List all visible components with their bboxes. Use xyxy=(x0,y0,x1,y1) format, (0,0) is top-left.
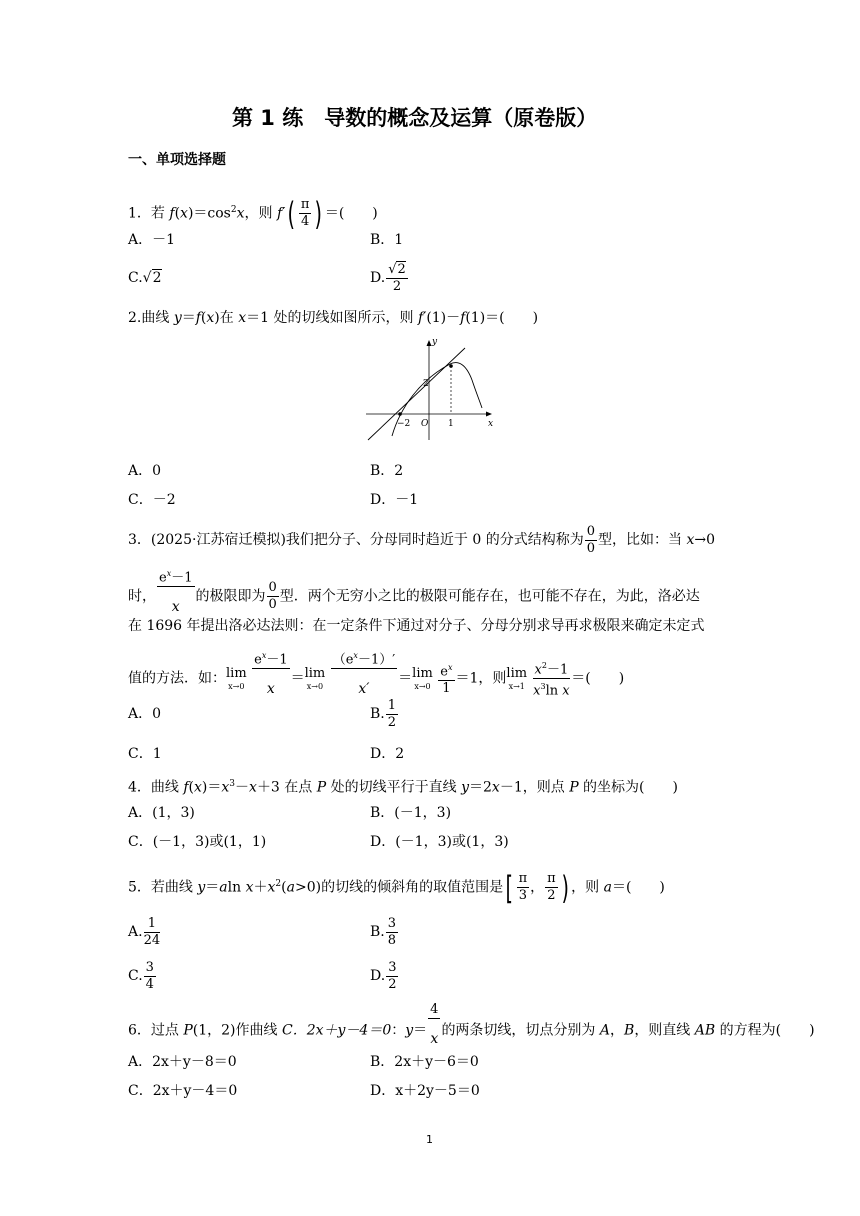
graph-x-label: x xyxy=(488,419,494,429)
q1-option-d[interactable]: D. $\frac{√2}{2}$ xyxy=(370,261,406,294)
graph-x-tick-neg2: −2 xyxy=(397,419,411,429)
question-6-stem: 6．过点 P(1，2)作曲线 C．2x＋y－4＝0：y＝ $\frac{4}{x}$的两条切线，切点分别为 A，B，则直线 AB 的方程为( ) xyxy=(128,1002,815,1047)
q3-option-b[interactable]: B. $\frac{1}{2}$ xyxy=(370,697,397,730)
q2-option-a[interactable]: A．0 xyxy=(128,463,162,479)
tangent-line-graph xyxy=(362,336,498,448)
question-3-line-3: 在 1696 年提出洛必达法则：在一定条件下通过对分子、分母分别求导再求极限来确定未定式 xyxy=(128,618,705,634)
q1-option-c[interactable]: C.√2 xyxy=(128,270,162,286)
graph-y-label: y xyxy=(432,337,438,347)
question-1-stem: 1．若 $f(x)=\cos^2x$，则 f′( $\frac{\pi}{4}$ ) ＝( ) xyxy=(128,194,378,233)
q6-option-b[interactable]: B．2x＋y－6＝0 xyxy=(370,1054,479,1070)
graph-origin-label: O xyxy=(421,419,429,429)
question-5-stem: 5．若曲线 y＝aln $x+x^2(a>0)$的切线的倾斜角的取值范围是[ $\frac{\pi}{3}$ ， $\frac{\pi}{2}$ ) ，则 a＝( ) xyxy=(128,868,665,907)
question-3-line-2: 时， $\frac{e^x-1}{x}$的极限即为 $\frac{0}{0}$ 型．两个无穷小之比的极限可能存在，也可能不存在，为此，洛必达 xyxy=(128,566,700,627)
question-2-stem: 2.曲线 y＝f(x)在 x＝1 处的切线如图所示，则 f′(1)－f(1)＝( ) xyxy=(128,310,539,326)
q3-option-d[interactable]: D．2 xyxy=(370,746,405,762)
question-3-line-1: 3．(2025·江苏宿迁模拟)我们把分子、分母同时趋近于 0 的分式结构称为 $\frac{0}{0}$ 型，比如：当 x→0 xyxy=(128,523,715,556)
page-number: 1 xyxy=(426,1133,433,1146)
q4-option-b[interactable]: B．(－1，3) xyxy=(370,805,452,821)
section-heading: 一、单项选择题 xyxy=(128,152,226,168)
q5-option-c[interactable]: C. $\frac{3}{4}$ xyxy=(128,959,154,992)
q2-option-b[interactable]: B．2 xyxy=(370,463,404,479)
q6-option-a[interactable]: A．2x＋y－8＝0 xyxy=(128,1054,237,1070)
graph-x-tick-1: 1 xyxy=(448,419,454,429)
q5-option-d[interactable]: D. $\frac{3}{2}$ xyxy=(370,959,397,992)
q4-option-c[interactable]: C．(－1，3)或(1，1) xyxy=(128,834,267,850)
graph-y-tick-2: 2 xyxy=(423,379,429,389)
question-3-line-4: 值的方法．如： lim x→0 $\frac{e^x-1}{x}=$ lim x→0 $\frac{(e^x-1)'}{x'}=$ lim x→0 $\frac{e^x}{1}$ ＝1，则 lim x→1 $\frac{x^2-1}{x^3\ln x}$ ＝( ) xyxy=(128,648,624,709)
q3-option-a[interactable]: A．0 xyxy=(128,706,162,722)
q6-option-d[interactable]: D．x＋2y－5＝0 xyxy=(370,1083,480,1099)
page-title: 第 1 练 导数的概念及运算（原卷版） xyxy=(232,106,598,130)
q3-option-c[interactable]: C．1 xyxy=(128,746,162,762)
question-4-stem: 4．曲线 $f(x)=x^3-x+3$ 在点 P 处的切线平行于直线 y＝2x－1，则点 P 的坐标为( ) xyxy=(128,779,678,796)
q2-option-d[interactable]: D．－1 xyxy=(370,492,419,508)
q4-option-d[interactable]: D．(－1，3)或(1，3) xyxy=(370,834,509,850)
q1-option-b[interactable]: B．1 xyxy=(370,232,404,248)
q5-option-b[interactable]: B. $\frac{3}{8}$ xyxy=(370,915,397,948)
q6-option-c[interactable]: C．2x＋y－4＝0 xyxy=(128,1083,238,1099)
q2-option-c[interactable]: C．－2 xyxy=(128,492,176,508)
q4-option-a[interactable]: A．(1，3) xyxy=(128,805,195,821)
q1-option-a[interactable]: A．－1 xyxy=(128,232,176,248)
q5-option-a[interactable]: A. $\frac{1}{24}$ xyxy=(128,915,161,948)
